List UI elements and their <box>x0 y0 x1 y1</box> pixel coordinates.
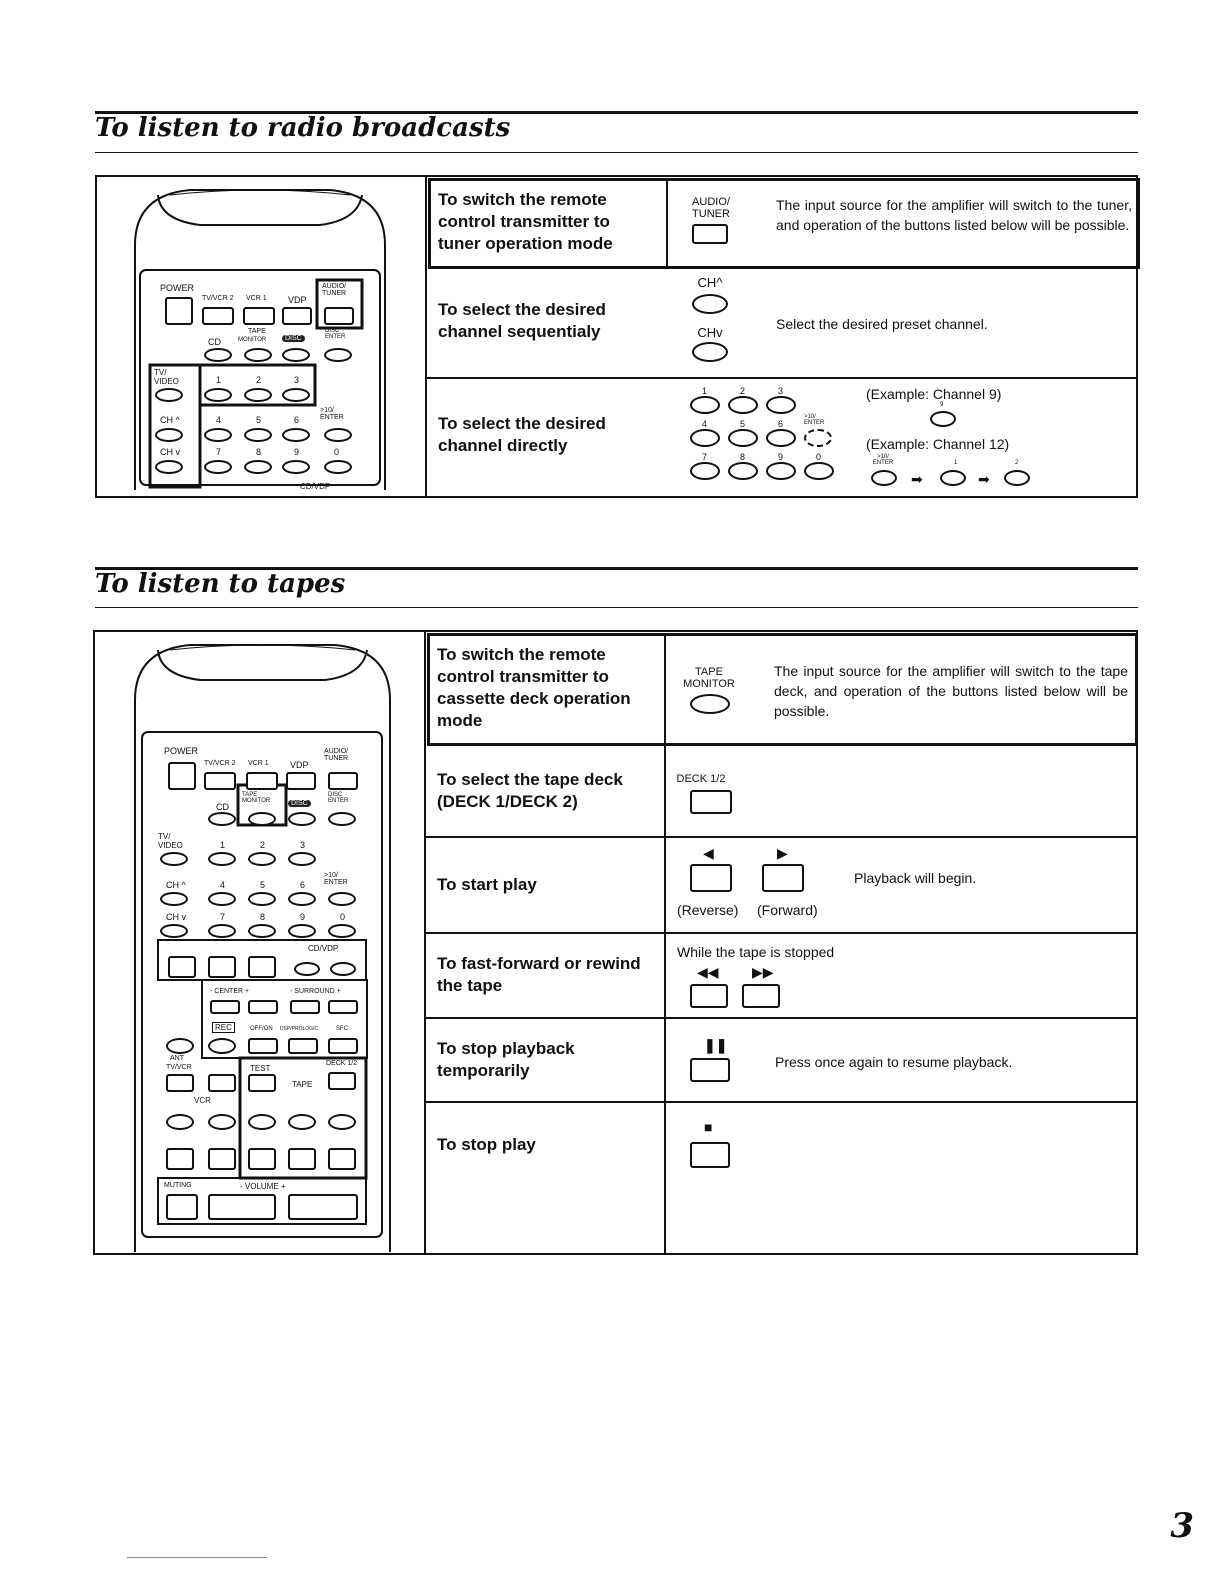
remote-vcr1-button <box>246 772 278 790</box>
remote-label-tape-monitor: TAPE MONITOR <box>242 792 271 804</box>
remote-digit-9-label: 9 <box>294 447 300 457</box>
tapes-row-divider <box>424 932 1138 934</box>
remote-ch-up-button <box>155 428 183 442</box>
remote-label-offon: OFF/ON <box>250 1026 273 1032</box>
remote-digit-1-button <box>208 852 236 866</box>
remote-label-vdp: VDP <box>290 760 309 770</box>
remote-surround-minus-button <box>290 1000 320 1014</box>
audio-tuner-key-label: AUDIO/ TUNER <box>692 196 730 220</box>
remote-test-button <box>248 1074 276 1092</box>
remote-label-ch-down: CH v <box>160 447 180 457</box>
forward-key-icon <box>762 864 804 892</box>
remote-label-ch-up: CH ^ <box>160 415 180 425</box>
remote-digit-9-label: 9 <box>300 912 306 922</box>
remote-digit-6-label: 6 <box>300 880 306 890</box>
remote-label-cdvdp: CD/VDP <box>308 944 339 953</box>
remote-tape-stop-button <box>288 1148 316 1170</box>
tapes-row-3-description: Playback will begin. <box>854 870 977 886</box>
section-bottom-rule <box>95 152 1138 153</box>
remote-digit-8-label: 8 <box>256 447 262 457</box>
remote-vcr1-button <box>243 307 275 325</box>
keypad-digit-5-icon <box>728 429 758 447</box>
tapes-row-1-divider <box>664 633 666 746</box>
remote-label-enter10: >10/ ENTER <box>324 872 348 886</box>
keypad-digit-8-label: 8 <box>740 452 746 462</box>
remote-label-cd: CD <box>208 337 221 347</box>
remote-volume-up-button <box>288 1194 358 1220</box>
remote-digit-4-label: 4 <box>220 880 226 890</box>
remote-ch-up-button <box>160 892 188 906</box>
reverse-label: (Reverse) <box>677 902 739 918</box>
pause-key-icon <box>690 1058 730 1082</box>
remote-digit-6-button <box>282 428 310 442</box>
ch-down-key-icon <box>692 342 728 362</box>
remote-tape-reverse-button <box>248 1148 276 1170</box>
reverse-key-icon <box>690 864 732 892</box>
remote-digit-7-button <box>204 460 232 474</box>
forward-label: (Forward) <box>757 902 818 918</box>
keypad-digit-6-label: 6 <box>778 419 784 429</box>
keypad-digit-7-icon <box>690 462 720 480</box>
remote-label-tvvcr2: TV/VCR 2 <box>202 295 234 302</box>
remote-tape-pause-button <box>328 1114 356 1130</box>
keypad-digit-9-icon <box>766 462 796 480</box>
example-9-key-icon <box>930 411 956 427</box>
remote-label-vcr: VCR <box>194 1096 211 1105</box>
arrow-right-icon: ➡ <box>911 471 923 487</box>
remote-enter10-button <box>324 428 352 442</box>
remote-tape-forward-button <box>328 1148 356 1170</box>
tapes-row-divider <box>424 1017 1138 1019</box>
remote-audio-tuner-button <box>328 772 358 790</box>
remote-power-button <box>168 762 196 790</box>
remote-digit-3-label: 3 <box>300 840 306 850</box>
remote-label-disc-enter: DISC ENTER <box>328 792 349 804</box>
stop-key-icon <box>690 1142 730 1168</box>
remote-label-power: POWER <box>160 283 195 293</box>
keypad-digit-4-label: 4 <box>702 419 708 429</box>
remote-digit-2-label: 2 <box>260 840 266 850</box>
remote-label-tvvcr2: TV/VCR 2 <box>204 760 236 767</box>
example-9-digit-label: 9 <box>940 402 944 408</box>
remote-digit-3-label: 3 <box>294 375 300 385</box>
remote-rec-button <box>208 1038 236 1054</box>
example-channel-12-text: (Example: Channel 12) <box>866 436 1010 452</box>
remote-digit-2-label: 2 <box>256 375 262 385</box>
remote-label-rec: REC <box>212 1022 235 1033</box>
remote-digit-4-button <box>208 892 236 906</box>
remote-pause-button <box>248 956 276 978</box>
remote-label-tape: TAPE <box>248 328 266 335</box>
remote-label-ch-down: CH v <box>166 912 186 922</box>
remote-illustration-radio <box>130 185 390 490</box>
tape-monitor-key-label: TAPE MONITOR <box>683 666 735 690</box>
keypad-digit-1-icon <box>690 396 720 414</box>
remote-center-plus-button <box>248 1000 278 1014</box>
remote-prologic-button <box>288 1038 318 1054</box>
tapes-table-divider-left <box>424 630 426 1255</box>
remote-ch-down-button <box>160 924 188 938</box>
pause-icon: ❚❚ <box>704 1037 728 1053</box>
remote-sfc-button <box>328 1038 358 1054</box>
remote-label-volume: - VOLUME + <box>240 1182 286 1191</box>
remote-volume-down-button <box>208 1194 276 1220</box>
remote-digit-7-label: 7 <box>220 912 226 922</box>
fast-forward-key-icon <box>742 984 780 1008</box>
remote-label-ch-up: CH ^ <box>166 880 186 890</box>
remote-tv-video-button <box>155 388 183 402</box>
remote-label-vcr1: VCR 1 <box>248 760 269 767</box>
remote-label-tv-video: TV/ VIDEO <box>158 832 183 850</box>
remote-tape-monitor-button <box>248 812 276 826</box>
keypad-digit-8-icon <box>728 462 758 480</box>
remote-label-deck12: DECK 1/2 <box>326 1060 358 1067</box>
tapes-row-1-description: The input source for the amplifier will switch to the tape deck, and operation of the buttons listed below will be possible. <box>774 663 1128 719</box>
remote-digit-7-button <box>208 924 236 938</box>
radio-row-2-operation: To select the desired channel sequentialy <box>438 300 606 341</box>
remote-digit-5-label: 5 <box>260 880 266 890</box>
section-bottom-rule <box>95 607 1138 608</box>
remote-label-vcr1: VCR 1 <box>246 295 267 302</box>
example-12-enter-label: >10/ ENTER <box>872 454 894 466</box>
remote-vdp-button <box>286 772 316 790</box>
remote-play-button <box>168 956 196 978</box>
section-title-radio: To listen to radio broadcasts <box>95 113 511 143</box>
remote-label-power: POWER <box>164 746 199 756</box>
remote-skip-fwd-button <box>330 962 356 976</box>
tape-monitor-key-icon <box>690 694 730 714</box>
remote-label-tv-video: TV/ VIDEO <box>154 368 179 386</box>
remote-digit-2-button <box>244 388 272 402</box>
remote-label-disc: DISC <box>282 335 305 342</box>
remote-label-cd: CD <box>216 802 229 812</box>
remote-label-enter10: >10/ ENTER <box>320 407 344 421</box>
example-12-digit-1-label: 1 <box>954 460 958 466</box>
remote-enter10-button <box>328 892 356 906</box>
rewind-key-icon <box>690 984 728 1008</box>
stop-icon: ■ <box>704 1119 713 1135</box>
remote-surround-plus-button <box>328 1000 358 1014</box>
reverse-play-icon: ◀ <box>703 845 714 861</box>
remote-label-vdp: VDP <box>288 295 307 305</box>
remote-label-tvvcr: TV/VCR <box>166 1064 192 1071</box>
remote-digit-8-label: 8 <box>260 912 266 922</box>
example-channel-9-text: (Example: Channel 9) <box>866 386 1002 402</box>
example-12-digit-2-label: 2 <box>1015 460 1019 466</box>
remote-vcr-ff-button <box>208 1114 236 1130</box>
remote-label-test: TEST <box>250 1064 271 1073</box>
remote-label-disc: DISC <box>288 800 311 807</box>
remote-digit-3-button <box>282 388 310 402</box>
remote-vcr-play-button <box>166 1148 194 1170</box>
remote-digit-5-label: 5 <box>256 415 262 425</box>
keypad-enter-label: >10/ ENTER <box>804 414 825 426</box>
arrow-right-icon: ➡ <box>978 471 990 487</box>
remote-label-disc-enter: DISC ENTER <box>325 328 346 340</box>
remote-label-ant: ANT <box>170 1055 184 1062</box>
remote-label-cdvdp: CD/VDP <box>300 482 331 490</box>
keypad-digit-6-icon <box>766 429 796 447</box>
deck-key-label: DECK 1/2 <box>676 773 726 785</box>
remote-label-surround: - SURROUND + <box>290 988 341 995</box>
remote-tape-ff-button <box>288 1114 316 1130</box>
remote-digit-9-button <box>282 460 310 474</box>
ch-up-key-label: CH^ <box>697 275 723 290</box>
radio-row-3-operation: To select the desired channel directly <box>438 414 606 455</box>
tapes-row-1-operation: To switch the remote control transmitter to cassette deck operation mode <box>437 645 631 730</box>
keypad-digit-4-icon <box>690 429 720 447</box>
remote-disc-enter-button <box>328 812 356 826</box>
tapes-table-divider-right <box>664 745 666 1255</box>
remote-disc-button <box>282 348 310 362</box>
tapes-row-5-operation: To stop playback temporarily <box>437 1039 575 1080</box>
tapes-row-3-operation: To start play <box>437 875 537 894</box>
remote-digit-4-button <box>204 428 232 442</box>
remote-disc-enter-button <box>324 348 352 362</box>
remote-tape-monitor-button <box>244 348 272 362</box>
remote-digit-9-button <box>288 924 316 938</box>
remote-digit-1-label: 1 <box>220 840 226 850</box>
remote-ch-down-button <box>155 460 183 474</box>
keypad-digit-5-label: 5 <box>740 419 746 429</box>
remote-label-monitor: MONITOR <box>238 337 267 343</box>
keypad-digit-0-icon <box>804 462 834 480</box>
example-12-digit-2-icon <box>1004 470 1030 486</box>
remote-tvvcr2-button <box>202 307 234 325</box>
keypad-digit-3-icon <box>766 396 796 414</box>
radio-table-divider <box>425 175 427 498</box>
remote-deck12-button <box>328 1072 356 1090</box>
remote-digit-6-label: 6 <box>294 415 300 425</box>
remote-tv-video-button <box>160 852 188 866</box>
remote-label-center: - CENTER + <box>210 988 250 995</box>
radio-row-1-description: The input source for the amplifier will switch to the tuner, and operation of the buttons listed below will be possible. <box>776 197 1132 233</box>
remote-digit-1-button <box>204 388 232 402</box>
remote-offon-button <box>248 1038 278 1054</box>
remote-label-muting: MUTING <box>164 1182 192 1189</box>
remote-tvvcr-button <box>166 1074 194 1092</box>
radio-row-1-divider <box>666 178 668 269</box>
remote-skip-back-button <box>294 962 320 976</box>
remote-digit-1-label: 1 <box>216 375 222 385</box>
tapes-row-divider <box>424 1101 1138 1103</box>
remote-muting-button <box>166 1194 198 1220</box>
fast-forward-icon: ▶▶ <box>752 964 774 980</box>
remote-label-sfc: SFC <box>336 1026 348 1032</box>
tapes-row-6-operation: To stop play <box>437 1135 536 1154</box>
remote-power-button <box>165 297 193 325</box>
remote-stop-button <box>208 956 236 978</box>
section-title-tapes: To listen to tapes <box>95 569 346 599</box>
remote-cd-button <box>204 348 232 362</box>
audio-tuner-key-icon <box>692 224 728 244</box>
remote-digit-0-button <box>328 924 356 938</box>
keypad-digit-7-label: 7 <box>702 452 708 462</box>
radio-row-1-operation: To switch the remote control transmitter to tuner operation mode <box>438 190 613 253</box>
remote-vdp-button <box>282 307 312 325</box>
rewind-icon: ◀◀ <box>697 964 719 980</box>
digit-keypad <box>688 386 848 486</box>
remote-label-prologic: DSP/PROLOGIC <box>280 1026 319 1032</box>
deck-key-icon <box>690 790 732 814</box>
remote-digit-5-button <box>248 892 276 906</box>
tapes-row-5-description: Press once again to resume playback. <box>775 1054 1013 1070</box>
example-12-enter-icon <box>871 470 897 486</box>
keypad-digit-2-icon <box>728 396 758 414</box>
remote-label-audio-tuner: AUDIO/ TUNER <box>322 283 347 297</box>
tapes-row-divider <box>424 836 1138 838</box>
remote-audio-tuner-button <box>324 307 354 325</box>
keypad-digit-3-label: 3 <box>778 386 784 396</box>
remote-digit-8-button <box>248 924 276 938</box>
remote-vcr-stop-button <box>208 1148 236 1170</box>
forward-play-icon: ▶ <box>777 845 788 861</box>
remote-tvvcr2-button <box>204 772 236 790</box>
ch-up-key-icon <box>692 294 728 314</box>
footer-link-line <box>127 1557 267 1558</box>
keypad-digit-1-label: 1 <box>702 386 708 396</box>
remote-disc-button <box>288 812 316 826</box>
tapes-row-4-operation: To fast-forward or rewind the tape <box>437 954 641 995</box>
remote-center-minus-button <box>210 1000 240 1014</box>
keypad-digit-0-label: 0 <box>816 452 822 462</box>
remote-tape-rew-button <box>248 1114 276 1130</box>
tapes-row-2-operation: To select the tape deck (DECK 1/DECK 2) <box>437 770 623 811</box>
remote-digit-8-button <box>244 460 272 474</box>
remote-label-tape: TAPE <box>292 1080 313 1089</box>
keypad-enter-icon <box>804 429 832 447</box>
example-12-digit-1-icon <box>940 470 966 486</box>
page-number: 3 <box>1170 1506 1194 1546</box>
remote-digit-0-label: 0 <box>340 912 346 922</box>
remote-digit-0-button <box>324 460 352 474</box>
ch-down-key-label: CHv <box>697 325 723 340</box>
remote-digit-7-label: 7 <box>216 447 222 457</box>
remote-illustration-tapes <box>130 640 395 1252</box>
keypad-digit-9-label: 9 <box>778 452 784 462</box>
remote-digit-6-button <box>288 892 316 906</box>
remote-ant-button <box>166 1038 194 1054</box>
while-stopped-note: While the tape is stopped <box>677 944 835 960</box>
remote-digit-4-label: 4 <box>216 415 222 425</box>
remote-vcr-rew-button <box>166 1114 194 1130</box>
radio-row-divider <box>425 377 1138 379</box>
keypad-digit-2-label: 2 <box>740 386 746 396</box>
remote-digit-0-label: 0 <box>334 447 340 457</box>
remote-digit-2-button <box>248 852 276 866</box>
remote-label-audio-tuner: AUDIO/ TUNER <box>324 748 349 762</box>
remote-vcr-pause-button <box>208 1074 236 1092</box>
remote-cd-button <box>208 812 236 826</box>
radio-row-2-description: Select the desired preset channel. <box>776 316 988 332</box>
remote-digit-5-button <box>244 428 272 442</box>
remote-digit-3-button <box>288 852 316 866</box>
